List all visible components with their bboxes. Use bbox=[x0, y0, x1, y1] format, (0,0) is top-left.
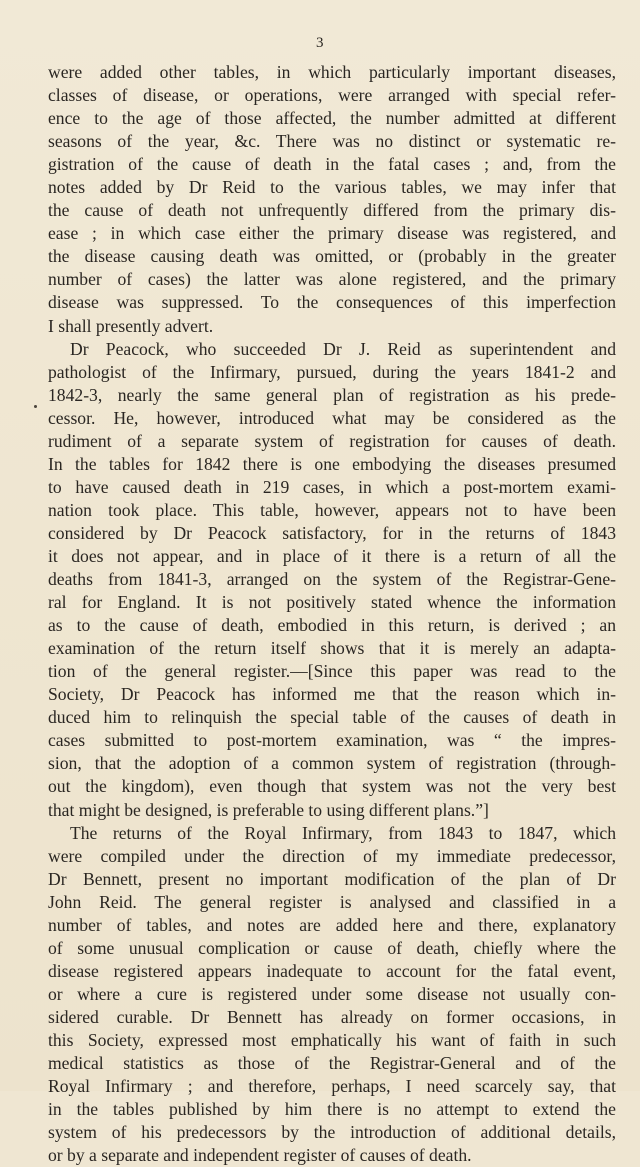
text-line: The returns of the Royal Infirmary, from 1843 to 1847, which bbox=[70, 822, 616, 843]
text-line: John Reid. The general register is analysed and classified in a bbox=[48, 891, 616, 912]
text-line: disease was suppressed. To the consequences of this imperfection bbox=[48, 292, 616, 313]
text-line: nation took place. This table, however, appears not to have been bbox=[48, 499, 616, 520]
text-line: Royal Infirmary ; and therefore, perhaps, I need scarcely say, that bbox=[48, 1076, 616, 1097]
text-line: cases submitted to post-mortem examination, was “ the impres- bbox=[48, 730, 616, 751]
print-speck bbox=[34, 405, 37, 408]
text-line: or where a cure is registered under some disease not usually con- bbox=[48, 983, 616, 1004]
text-line: considered by Dr Peacock satisfactory, for in the returns of 1843 bbox=[48, 522, 616, 543]
text-line: Society, Dr Peacock has informed me that the reason which in- bbox=[48, 684, 616, 705]
text-line: as to the cause of death, embodied in this return, is derived ; an bbox=[48, 615, 616, 636]
text-line: deaths from 1841-3, arranged on the system of the Registrar-Gene- bbox=[48, 569, 616, 590]
text-line: duced him to relinquish the special table of the causes of death in bbox=[48, 707, 616, 728]
text-line: sidered curable. Dr Bennett has already on former occasions, in bbox=[48, 1006, 616, 1027]
text-line: In the tables for 1842 there is one embodying the diseases presumed bbox=[48, 453, 616, 474]
text-line: ence to the age of those affected, the number admitted at different bbox=[48, 108, 616, 129]
text-line: number of cases) the latter was alone registered, and the primary bbox=[48, 269, 616, 290]
text-line: I shall presently advert. bbox=[48, 315, 214, 336]
text-line: the disease causing death was omitted, or (probably in the greater bbox=[48, 246, 616, 267]
text-line: out the kingdom), even though that system was not the very best bbox=[48, 776, 616, 797]
text-line: were added other tables, in which particularly important diseases, bbox=[48, 62, 616, 82]
text-line: ral for England. It is not positively stated whence the information bbox=[48, 592, 616, 613]
text-line: or by a separate and independent register of causes of death. bbox=[48, 1145, 472, 1166]
text-line: in the tables published by him there is no attempt to extend the bbox=[48, 1099, 616, 1120]
text-line: cessor. He, however, introduced what may be considered as the bbox=[48, 407, 616, 428]
body-text bbox=[48, 61, 616, 1167]
text-line: disease registered appears inadequate to account for the fatal event, bbox=[48, 960, 616, 981]
text-line: Dr Bennett, present no important modification of the plan of Dr bbox=[48, 868, 616, 889]
text-line: gistration of the cause of death in the fatal cases ; and, from the bbox=[48, 154, 616, 175]
text-line: seasons of the year, &c. There was no distinct or systematic re- bbox=[48, 131, 616, 152]
text-line: 1842-3, nearly the same general plan of registration as his prede- bbox=[48, 384, 616, 405]
text-line: notes added by Dr Reid to the various tables, we may infer that bbox=[48, 177, 616, 198]
text-line: system of his predecessors by the introduction of additional details, bbox=[48, 1122, 616, 1143]
text-line: of some unusual complication or cause of death, chiefly where the bbox=[48, 937, 616, 958]
text-line: this Society, expressed most emphatically his want of faith in such bbox=[48, 1029, 616, 1050]
text-line: tion of the general register.—[Since this paper was read to the bbox=[48, 661, 616, 682]
text-line: medical statistics as those of the Registrar-General and of the bbox=[48, 1053, 616, 1074]
text-line: sion, that the adoption of a common system of registration (through- bbox=[48, 753, 616, 774]
text-line: rudiment of a separate system of registration for causes of death. bbox=[48, 430, 616, 451]
text-line: number of tables, and notes are added here and there, explanatory bbox=[48, 914, 616, 935]
text-line: classes of disease, or operations, were arranged with special refer- bbox=[48, 85, 616, 106]
text-line: the cause of death not unfrequently differed from the primary dis- bbox=[48, 200, 616, 221]
text-line: ease ; in which case either the primary disease was registered, and bbox=[48, 223, 616, 244]
text-line: were compiled under the direction of my immediate predecessor, bbox=[48, 845, 616, 866]
text-line: to have caused death in 219 cases, in which a post-mortem exami- bbox=[48, 476, 616, 497]
text-line: examination of the return itself shows that it is merely an adapta- bbox=[48, 638, 616, 659]
text-line: pathologist of the Infirmary, pursued, during the years 1841-2 and bbox=[48, 361, 616, 382]
text-line: it does not appear, and in place of it there is a return of all the bbox=[48, 545, 616, 566]
text-line: that might be designed, is preferable to using different plans.”] bbox=[48, 799, 489, 820]
page-number: 3 bbox=[316, 35, 324, 51]
text-line: Dr Peacock, who succeeded Dr J. Reid as superintendent and bbox=[70, 338, 616, 359]
